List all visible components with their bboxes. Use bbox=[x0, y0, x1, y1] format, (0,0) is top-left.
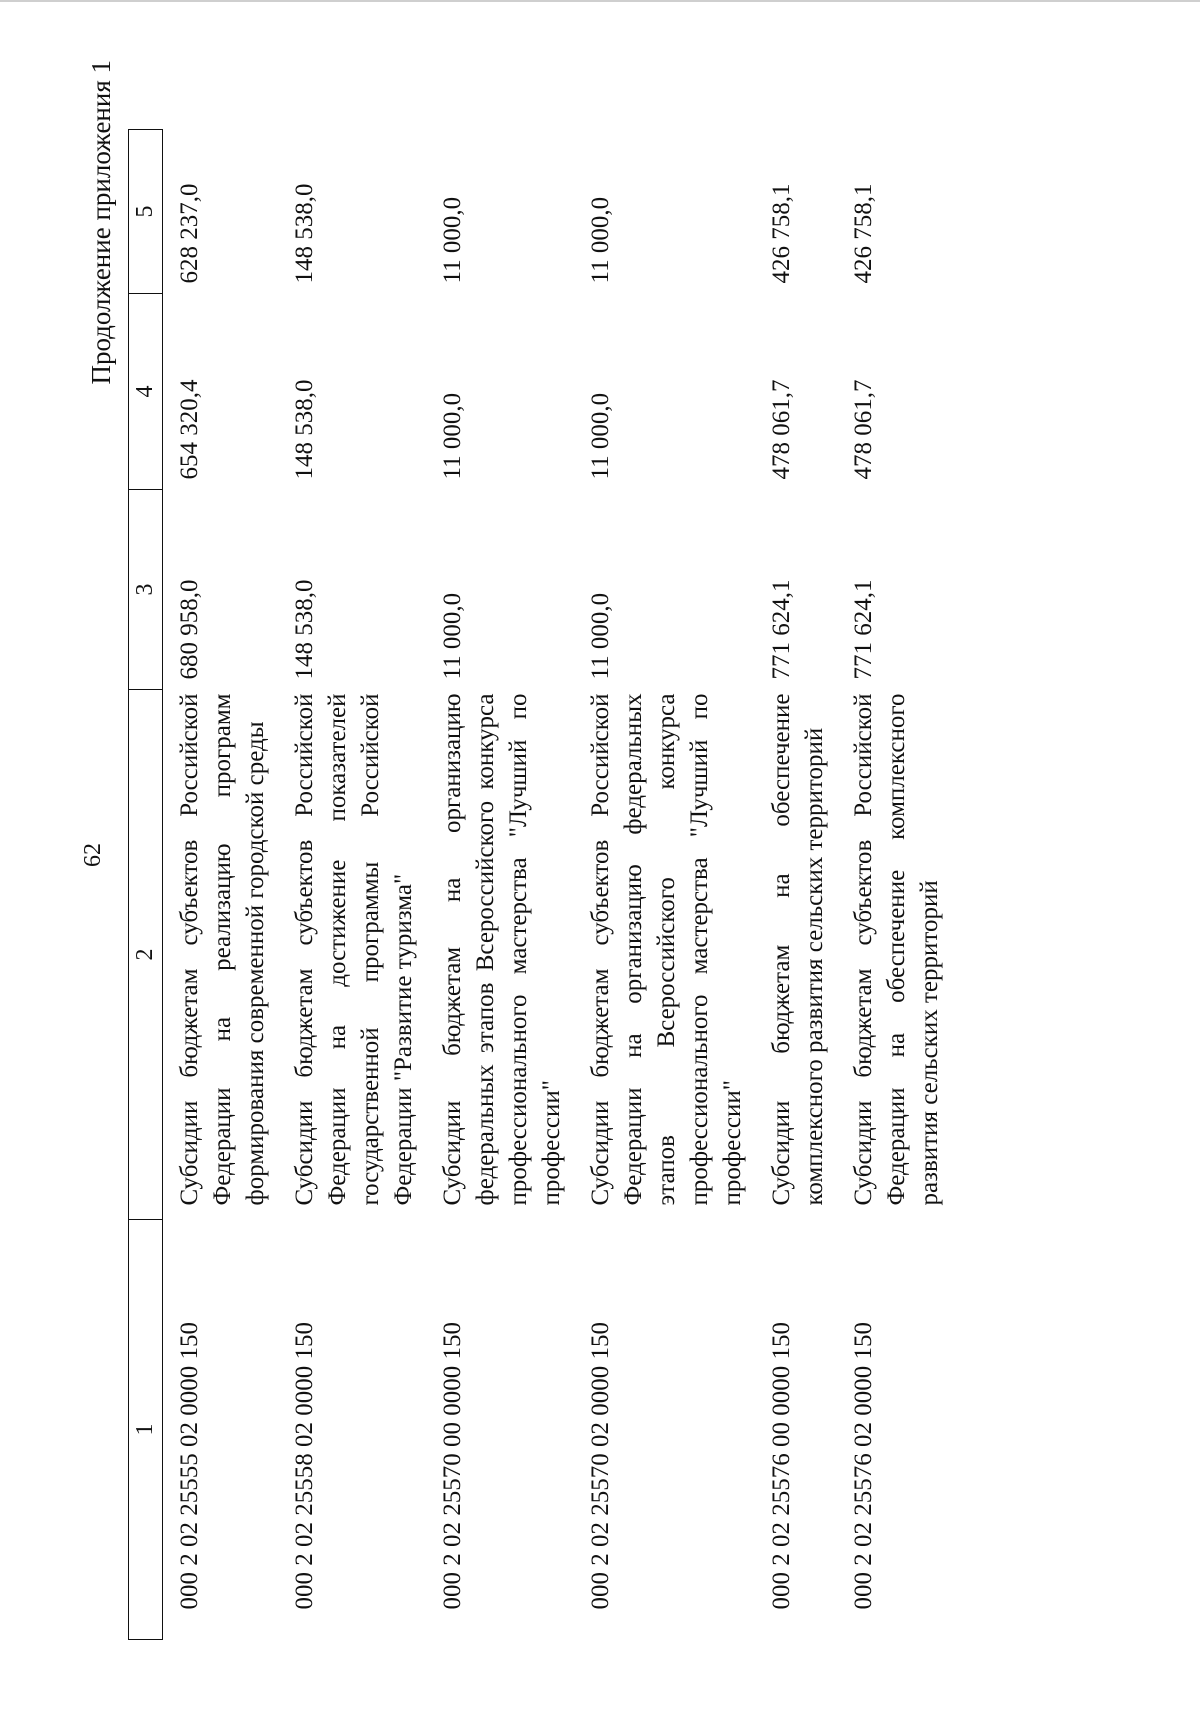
table-row bbox=[420, 130, 568, 1640]
amount-col5: 426 758,1 bbox=[850, 183, 877, 284]
amount-col4: 148 538,0 bbox=[291, 379, 318, 480]
table-row bbox=[749, 130, 831, 1640]
budget-code: 000 2 02 25555 02 0000 150 bbox=[176, 1322, 203, 1610]
table-row bbox=[163, 130, 273, 1640]
table-row bbox=[568, 130, 749, 1640]
column-header-5: 5 bbox=[129, 130, 163, 294]
table-row bbox=[831, 130, 946, 1640]
budget-code: 000 2 02 25570 02 0000 150 bbox=[587, 1322, 614, 1610]
row-description: Субсидии бюджетам на организацию федеральных этапов Всероссийского конкурса профессионального мастерства "Лучший по профессии" bbox=[439, 693, 565, 1206]
amount-col3: 771 624,1 bbox=[768, 579, 795, 680]
budget-code: 000 2 02 25576 02 0000 150 bbox=[850, 1322, 877, 1610]
amount-col3: 11 000,0 bbox=[587, 592, 614, 680]
amount-col3: 11 000,0 bbox=[439, 592, 466, 680]
amount-col3: 771 624,1 bbox=[850, 579, 877, 680]
budget-code: 000 2 02 25576 00 0000 150 bbox=[768, 1322, 795, 1610]
row-description: Субсидии бюджетам на обеспечение комплексного развития сельских территорий bbox=[768, 693, 828, 1206]
amount-col5: 426 758,1 bbox=[768, 183, 795, 284]
amount-col4: 478 061,7 bbox=[768, 379, 795, 480]
row-description: Субсидии бюджетам субъектов Российской Федерации на реализацию программ формирования современной городской среды bbox=[176, 693, 269, 1206]
row-description: Субсидии бюджетам субъектов Российской Федерации на обеспечение комплексного развития сельских территорий bbox=[850, 693, 943, 1206]
continuation-label: Продолжение приложения 1 bbox=[86, 60, 116, 385]
amount-col5: 11 000,0 bbox=[439, 196, 466, 284]
header-row bbox=[129, 130, 163, 1640]
column-header-2: 2 bbox=[129, 690, 163, 1220]
column-header-1: 1 bbox=[129, 1220, 163, 1640]
amount-col4: 478 061,7 bbox=[850, 379, 877, 480]
page-number: 62 bbox=[80, 843, 106, 867]
table-body bbox=[163, 130, 947, 1640]
table-header bbox=[129, 130, 163, 1640]
budget-table bbox=[128, 129, 946, 1640]
column-header-4: 4 bbox=[129, 294, 163, 490]
amount-col3: 680 958,0 bbox=[176, 579, 203, 680]
amount-col4: 11 000,0 bbox=[587, 392, 614, 480]
amount-col5: 148 538,0 bbox=[291, 183, 318, 284]
row-description: Субсидии бюджетам субъектов Российской Федерации на организацию федеральных этапов Всероссийского конкурса профессионального мастерства "Лучший по профессии" bbox=[587, 693, 746, 1206]
amount-col5: 628 237,0 bbox=[176, 183, 203, 284]
amount-col5: 11 000,0 bbox=[587, 196, 614, 284]
amount-col3: 148 538,0 bbox=[291, 579, 318, 680]
amount-col4: 654 320,4 bbox=[176, 379, 203, 480]
column-header-3: 3 bbox=[129, 490, 163, 690]
budget-code: 000 2 02 25558 02 0000 150 bbox=[291, 1322, 318, 1610]
budget-code: 000 2 02 25570 00 0000 150 bbox=[439, 1322, 466, 1610]
amount-col4: 11 000,0 bbox=[439, 392, 466, 480]
table-row bbox=[272, 130, 420, 1640]
row-description: Субсидии бюджетам субъектов Российской Федерации на достижение показателей государственной программы Российской Федерации "Развитие туризма" bbox=[291, 693, 417, 1206]
